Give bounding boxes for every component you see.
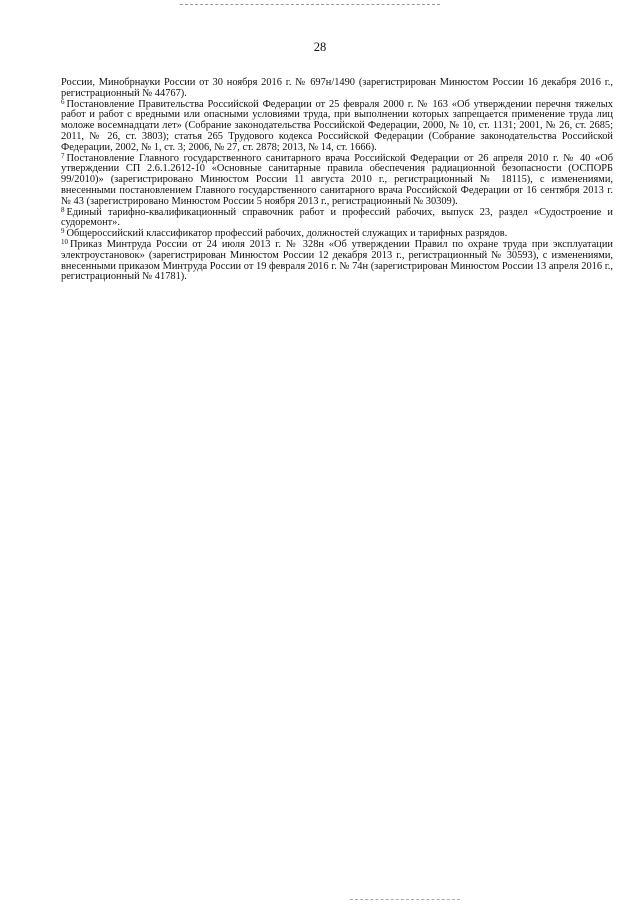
footnote-text: Постановление Правительства Российской Федерации от 25 февраля 2000 г. № 163 «Об утверждении перечня тяжелых работ и работ с вредными или опасными условиями труда, при выполнении которых запрещается применение труда лиц моложе восемнадцати лет» (Собрание законодательства Российской Федерации, 2000, № 10, ст. 1131; 2001, № 26, ст. 2685; 2011, № 26, ст. 3803); статья 265 Трудового кодекса Российской Федерации (Собрание законодательства Российской Федерации, 2002, № 1, ст. 3; 2006, № 27, ст. 2878; 2013, № 14, ст. 1666).: [61, 98, 613, 153]
footnote-10: [61, 237, 613, 283]
footnotes: [61, 78, 613, 283]
footnote-mark: 9: [61, 227, 65, 236]
footnote-mark: 8: [61, 205, 65, 214]
footnote-8: [61, 205, 613, 230]
footnote-text: Общероссийский классификатор профессий рабочих, должностей служащих и тарифных разрядов.: [66, 228, 508, 240]
footnote-text: Приказ Минтруда России от 24 июля 2013 г. № 328н «Об утверждении Правил по охране труда при эксплуатации электроустановок» (зарегистрирован Минюстом России 12 декабря 2013 г., регистрационный № 30593), с изменениями, внесенными приказом Минтруда России от 19 февраля 2016 г. № 74н (зарегистрирован Минюстом России 13 апреля 2016 г., регистрационный № 41781).: [61, 238, 613, 283]
footnote-7: [61, 151, 613, 208]
footnote-6: [61, 97, 613, 154]
footnote-5-continuation: [61, 78, 613, 100]
bottom-scan-line: [350, 899, 460, 900]
footnote-text: Постановление Главного государственного санитарного врача Российской Федерации от 26 апреля 2010 г. № 40 «Об утверждении СП 2.6.1.2612-10 «Основные санитарные правила обеспечения радиационной безопасности (ОСПОРБ 99/2010)» (зарегистрировано Минюстом России 11 августа 2010 г., регистрационный № 18115), с изменениями, внесенными постановлением Главного государственного санитарного врача Российской Федерации от 16 сентября 2013 г. № 43 (зарегистрировано Минюстом России 5 ноября 2013 г., регистрационный № 30309).: [61, 152, 613, 207]
footnote-text: России, Минобрнауки России от 30 ноября 2016 г. № 697н/1490 (зарегистрирован Минюстом России 16 декабря 2016 г., регистрационный № 44767).: [61, 77, 613, 99]
footnote-mark: 10: [61, 237, 68, 246]
top-scan-line: [180, 4, 440, 5]
footnote-text: Единый тарифно-квалификационный справочник работ и профессий рабочих, выпуск 23, раздел «Судостроение и судоремонт».: [61, 206, 613, 229]
page-number: 28: [313, 40, 327, 54]
footnote-mark: 6: [61, 97, 65, 106]
footnote-mark: 7: [61, 151, 65, 160]
